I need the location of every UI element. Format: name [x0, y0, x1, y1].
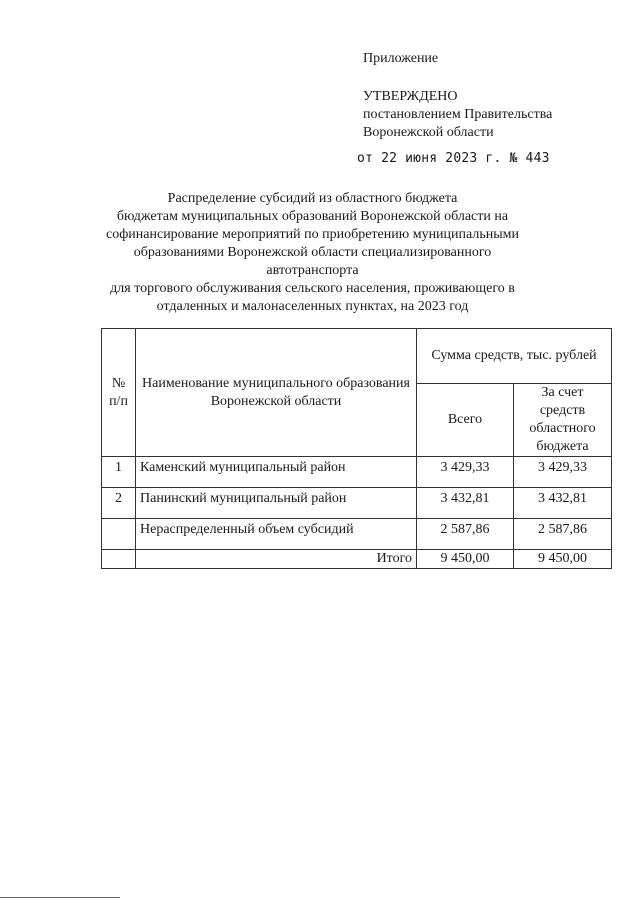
totals-regional: 9 450,00: [514, 550, 612, 569]
header-number: № п/п: [102, 329, 136, 457]
title-line: образованиями Воронежской области специализированного автотранспорта: [133, 245, 492, 278]
approved-by-line-2: Воронежской области: [363, 125, 494, 140]
subsidies-table: [101, 328, 612, 569]
row-regional: 3 432,81: [514, 488, 612, 519]
title-line: отдаленных и малонаселенных пунктах, на 2023 год: [156, 299, 469, 314]
totals-total: 9 450,00: [417, 550, 514, 569]
row-number: 2: [102, 488, 136, 519]
table-row: [102, 519, 612, 550]
totals-label: Итого: [136, 550, 417, 569]
resolution-date: от 22 июня 2023 г. № 443: [357, 151, 550, 166]
header-regional-budget: За счет средств областного бюджета: [514, 384, 612, 457]
row-number: 1: [102, 457, 136, 488]
document-title: [95, 190, 530, 316]
approved-by-line-1: постановлением Правительства: [363, 107, 553, 122]
attachment-label: Приложение: [363, 51, 439, 66]
header-total: Всего: [417, 384, 514, 457]
page-bottom-rule: [0, 897, 120, 898]
header-amount: Сумма средств, тыс. рублей: [417, 329, 612, 384]
totals-number-cell: [102, 550, 136, 569]
row-total: 3 429,33: [417, 457, 514, 488]
row-municipality: Каменский муниципальный район: [136, 457, 417, 488]
table-row: [102, 488, 612, 519]
title-line: для торгового обслуживания сельского населения, проживающего в: [110, 281, 515, 296]
row-total: 2 587,86: [417, 519, 514, 550]
header-municipality: Наименование муниципального образования Воронежской области: [136, 329, 417, 457]
title-line: бюджетам муниципальных образований Воронежской области на: [116, 209, 509, 224]
row-regional: 3 429,33: [514, 457, 612, 488]
approval-block: [357, 50, 623, 168]
row-total: 3 432,81: [417, 488, 514, 519]
row-municipality: Панинский муниципальный район: [136, 488, 417, 519]
row-regional: 2 587,86: [514, 519, 612, 550]
table-row: [102, 457, 612, 488]
row-municipality: Нераспределенный объем субсидий: [136, 519, 417, 550]
title-line: софинансирование мероприятий по приобретению муниципальными: [106, 227, 519, 242]
title-line: Распределение субсидий из областного бюджета: [167, 191, 458, 206]
totals-row: [102, 550, 612, 569]
approved-stamp: УТВЕРЖДЕНО: [363, 89, 458, 104]
row-number: [102, 519, 136, 550]
